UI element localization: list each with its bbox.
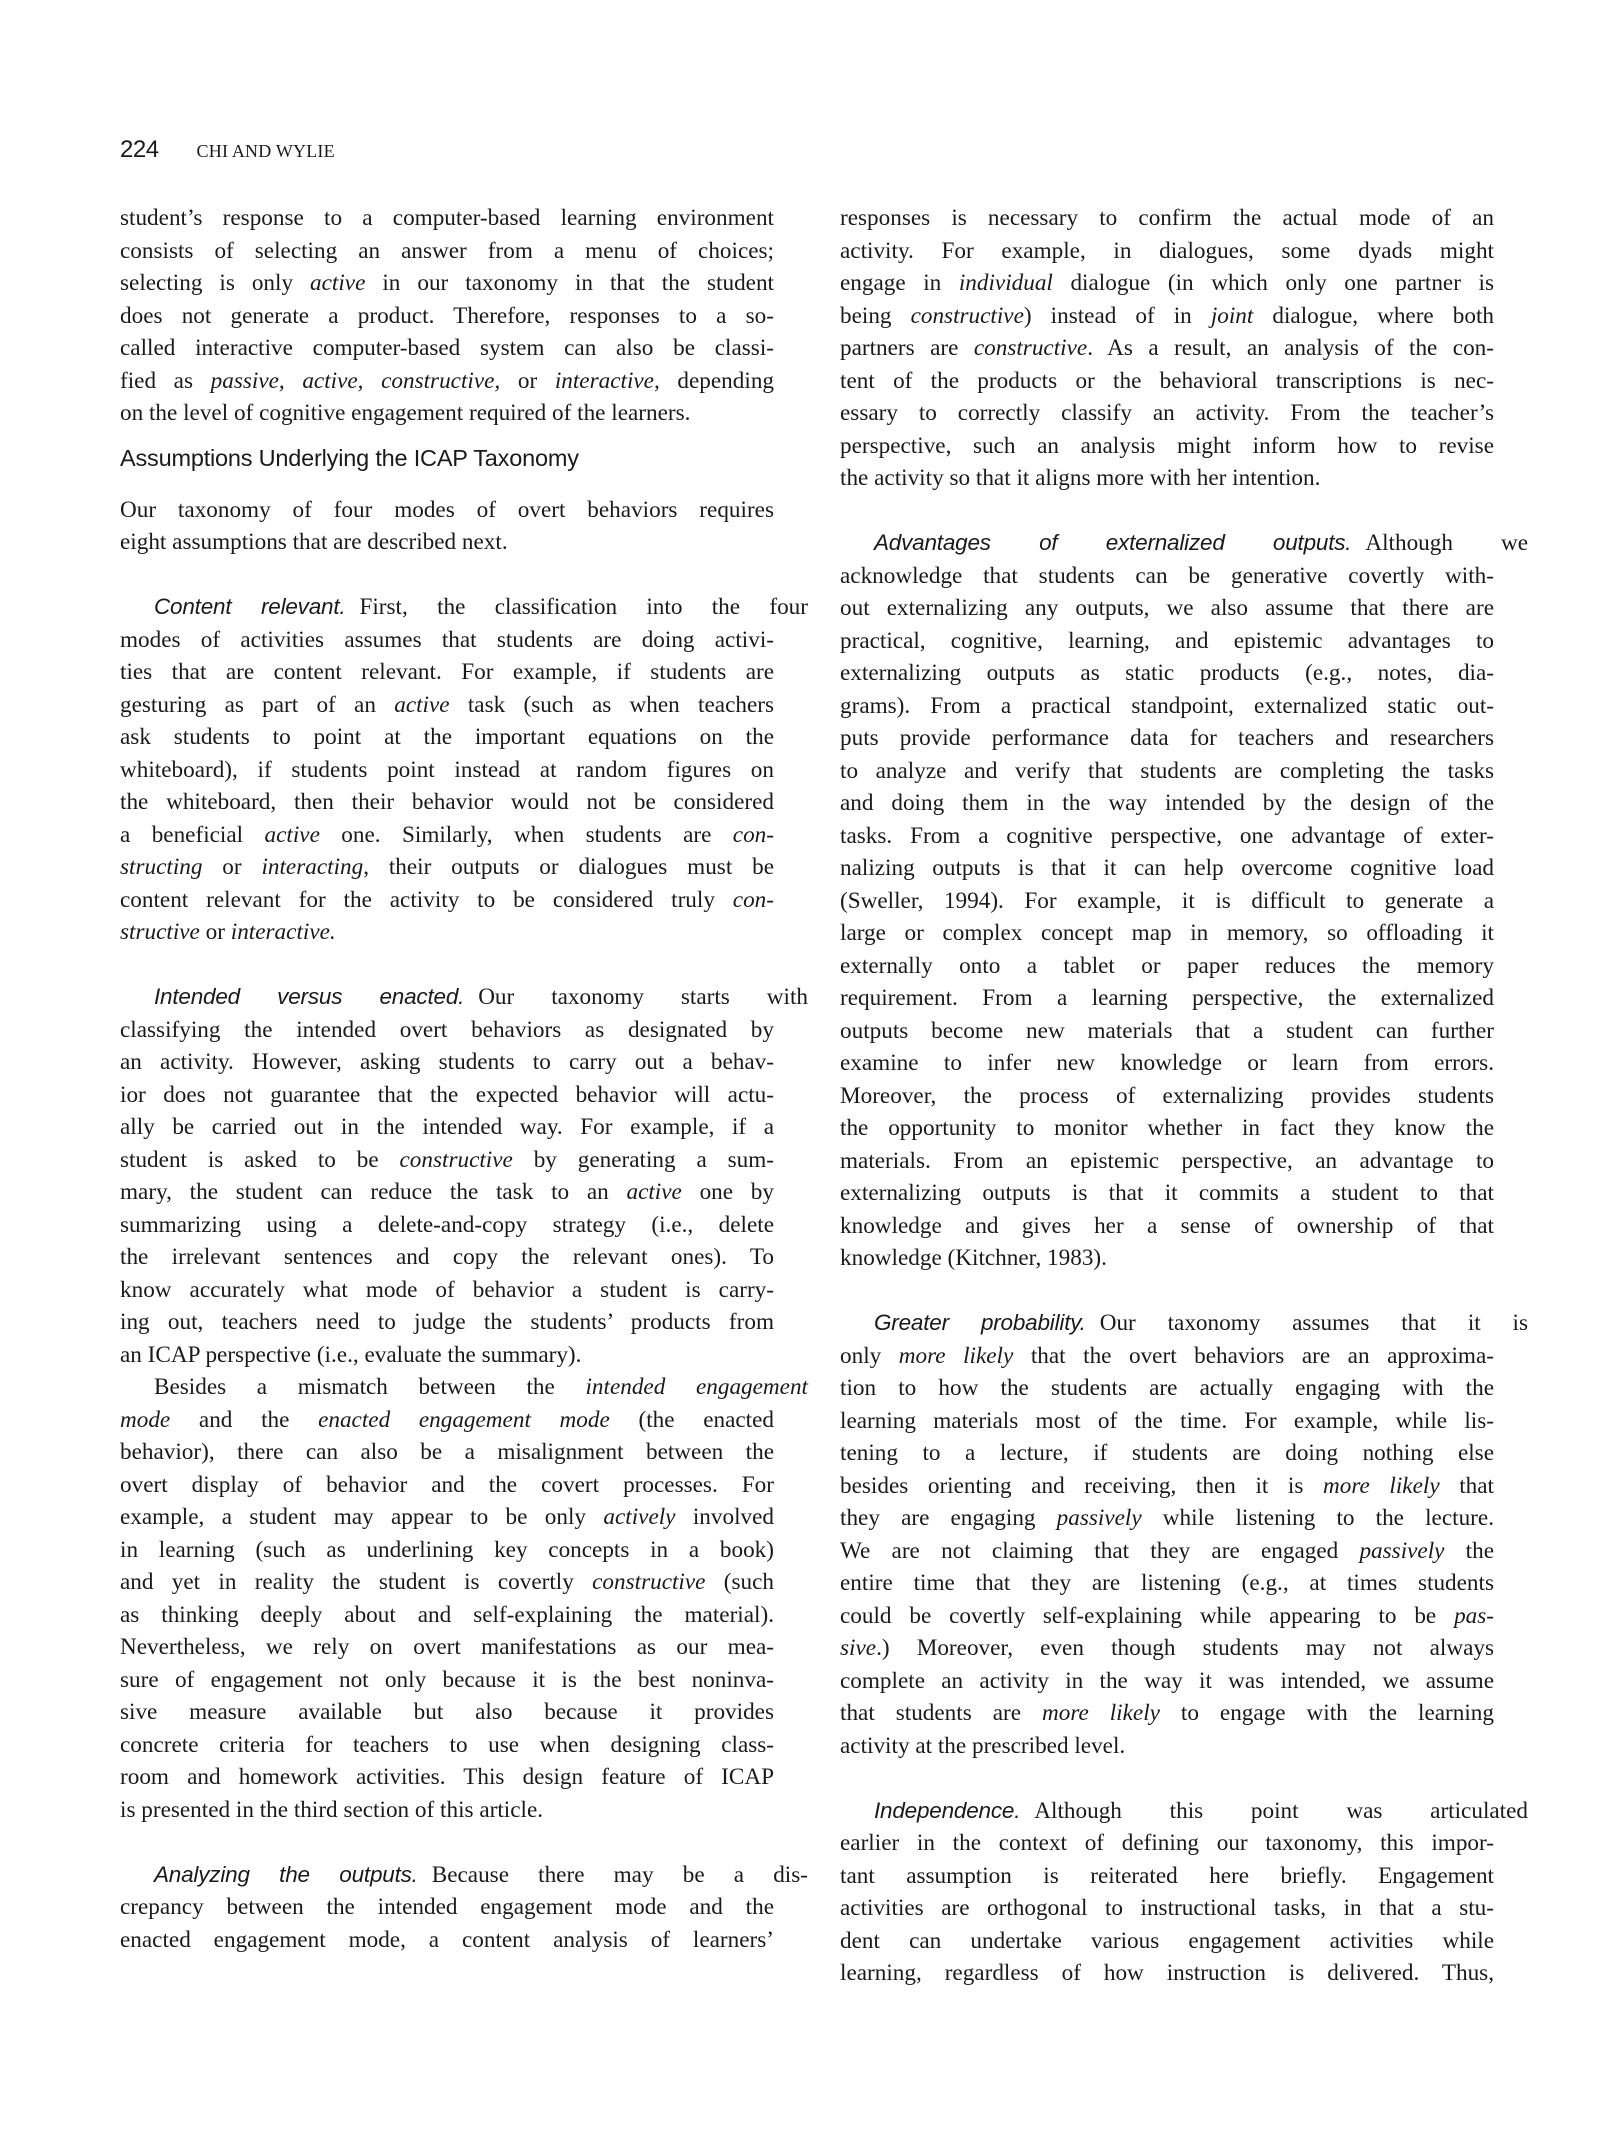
text-line (120, 1566, 774, 1599)
emphasized-term: constructive (592, 1569, 706, 1595)
body-text: whiteboard), if students point instead at random figures on (120, 756, 774, 783)
text-line (120, 981, 809, 1014)
body-text: task (such as when teachers (449, 691, 774, 718)
text-line (840, 1697, 1494, 1730)
text-line (840, 1242, 1494, 1275)
body-text: tion to how the students are actually engaging with the (840, 1375, 1494, 1401)
text-line (840, 885, 1494, 918)
body-text: by generating a sum- (512, 1146, 774, 1173)
text-line (840, 300, 1494, 333)
text-line (840, 267, 1494, 300)
paragraph (120, 494, 774, 559)
text-line (120, 754, 774, 787)
text-line (120, 365, 774, 398)
section-heading: Assumptions Underlying the ICAP Taxonomy (120, 444, 579, 471)
body-text: Although we (1365, 530, 1528, 556)
emphasized-term: intended engagement (585, 1374, 809, 1400)
body-text: or (500, 367, 555, 394)
text-line (840, 1925, 1494, 1958)
text-line (840, 1892, 1494, 1925)
text-line (120, 1761, 774, 1794)
text-line (840, 1730, 1494, 1763)
running-head: CHI AND WYLIE (196, 141, 335, 161)
body-text: consists of selecting an answer from a menu of choices; (120, 237, 774, 264)
body-text: knowledge and gives her a sense of ownership of that (840, 1212, 1494, 1239)
body-text: ior does not guarantee that the expected behavior will actu- (120, 1081, 774, 1108)
text-line (840, 1340, 1494, 1373)
text-line (120, 591, 808, 624)
body-text: examine to infer new knowledge or learn from errors. (840, 1050, 1494, 1076)
text-line (120, 1696, 774, 1729)
text-line (840, 917, 1494, 950)
body-text: besides orienting and receiving, then it is (840, 1472, 1324, 1499)
emphasized-term: active (310, 270, 366, 296)
body-text: sure of engagement not only because it is the best noninva- (120, 1666, 774, 1693)
body-text: Nevertheless, we rely on overt manifestations as our mea- (120, 1634, 774, 1660)
text-line (840, 1112, 1494, 1145)
body-text: Our taxonomy starts with (478, 984, 809, 1010)
text-line (120, 624, 774, 657)
text-line (840, 820, 1494, 853)
run-in-heading: Intended versus enacted. (154, 984, 465, 1009)
emphasized-term: passively (1056, 1505, 1142, 1531)
body-text: one by (681, 1179, 774, 1205)
body-text: to analyze and verify that students are completing the tasks (840, 757, 1494, 784)
body-text: dent can undertake various engagement activities while (840, 1927, 1494, 1954)
body-text: ) instead of in (1023, 302, 1211, 329)
text-line (120, 1729, 774, 1762)
text-line (120, 494, 774, 527)
emphasized-term: active (394, 691, 450, 718)
body-text: tant assumption is reiterated here briefly. Engagement (840, 1862, 1494, 1889)
body-text: ing out, teachers need to judge the students’ products from (120, 1309, 774, 1335)
text-line (120, 1339, 774, 1372)
body-text: overt display of behavior and the covert processes. For (120, 1471, 774, 1498)
body-text: and the (170, 1406, 319, 1433)
text-line (840, 527, 1528, 560)
text-line (840, 332, 1494, 365)
text-line (840, 1535, 1494, 1568)
text-line (840, 235, 1494, 268)
body-text: dialogue (in which only one partner is (1052, 270, 1494, 296)
body-text: tent of the products or the behavioral transcriptions is nec- (840, 367, 1494, 394)
text-line (120, 786, 774, 819)
paragraph (840, 1307, 1528, 1762)
text-line (840, 852, 1494, 885)
text-line (840, 1177, 1494, 1210)
body-text: earlier in the context of defining our taxonomy, this impor- (840, 1830, 1494, 1856)
text-line (120, 1794, 774, 1827)
text-line (120, 332, 774, 365)
emphasized-term: active (626, 1179, 682, 1205)
paragraph-gap (840, 1275, 1494, 1308)
body-text: knowledge (Kitchner, 1983). (840, 1245, 1107, 1271)
emphasized-term: con- (732, 886, 774, 913)
body-text: Moreover, the process of externalizing provides students (840, 1082, 1494, 1109)
body-text: tasks. From a cognitive perspective, one advantage of exter- (840, 822, 1494, 849)
text-line (120, 1176, 774, 1209)
body-text: gesturing as part of an (120, 691, 395, 718)
run-in-heading: Greater probability. (874, 1310, 1086, 1335)
body-text: ask students to point at the important equations on the (120, 724, 774, 750)
text-line (120, 1371, 809, 1404)
body-text: room and homework activities. This design feature of ICAP (120, 1764, 774, 1790)
emphasized-term: sive (840, 1635, 877, 1661)
body-text: an activity. However, asking students to carry out a behav- (120, 1049, 774, 1075)
text-line (840, 1047, 1494, 1080)
body-text: the opportunity to monitor whether in fact they know the (840, 1115, 1494, 1141)
body-text: tening to a lecture, if students are doing nothing else (840, 1440, 1494, 1466)
text-line (120, 1144, 774, 1177)
body-text: called interactive computer-based system can also be classi- (120, 335, 774, 361)
text-line (840, 1957, 1494, 1990)
text-line (840, 787, 1494, 820)
body-text: summarizing using a delete-and-copy strategy (i.e., delete (120, 1211, 774, 1238)
body-text: entire time that they are listening (e.g., at times students (840, 1570, 1494, 1596)
paragraph (120, 591, 808, 949)
body-text: enacted engagement mode, a content analysis of learners’ (120, 1926, 774, 1953)
paragraph-gap (120, 559, 774, 592)
emphasized-term: individual (958, 270, 1053, 296)
body-text: classifying the intended overt behaviors as designated by (120, 1016, 774, 1043)
body-text: externally onto a tablet or paper reduces the memory (840, 952, 1494, 979)
text-line (120, 202, 774, 235)
text-line (840, 690, 1494, 723)
body-text: behavior), there can also be a misalignment between the (120, 1439, 774, 1465)
run-in-heading: Advantages of externalized outputs. (874, 530, 1352, 555)
paragraph (120, 1859, 808, 1957)
body-text: ties that are content relevant. For example, if students are (120, 659, 774, 685)
body-text: engage in (840, 270, 959, 296)
text-line (120, 819, 774, 852)
emphasized-term: structive (120, 919, 200, 945)
emphasized-term: joint (1210, 302, 1254, 329)
body-text: an ICAP perspective (i.e., evaluate the summary). (120, 1341, 582, 1368)
text-line (120, 300, 774, 333)
body-text: Because there may be a dis- (431, 1861, 808, 1888)
text-line (840, 1567, 1494, 1600)
body-text: externalizing outputs as static products (e.g., notes, dia- (840, 660, 1494, 686)
body-text: responses is necessary to confirm the actual mode of an (840, 205, 1494, 231)
body-text: involved (675, 1504, 774, 1530)
paragraph (840, 527, 1528, 1275)
body-text: that (1439, 1472, 1494, 1499)
text-line (840, 950, 1494, 983)
text-line (120, 916, 774, 949)
body-text: depending (659, 367, 775, 394)
body-text: being (840, 302, 911, 329)
text-line (120, 1599, 774, 1632)
right-column (840, 202, 1528, 1990)
body-text: concrete criteria for teachers to use when designing class- (120, 1731, 774, 1758)
text-line (840, 1307, 1528, 1340)
body-text: one. Similarly, when students are (319, 821, 733, 848)
body-text: as thinking deeply about and self-explaining the material). (120, 1601, 774, 1628)
body-text: or (199, 919, 231, 945)
body-text: practical, cognitive, learning, and epistemic advantages to (840, 627, 1494, 654)
text-line (120, 1241, 774, 1274)
text-line (120, 689, 774, 722)
body-text: selecting is only (120, 270, 311, 296)
text-line (840, 397, 1494, 430)
emphasized-term: more likely (1041, 1700, 1160, 1726)
body-text: outputs become new materials that a student can further (840, 1017, 1494, 1044)
body-text: Although this point was articulated (1034, 1797, 1528, 1824)
emphasized-term: interactive. (230, 919, 336, 945)
body-text: is presented in the third section of this article. (120, 1796, 544, 1823)
body-text: complete an activity in the way it was intended, we assume (840, 1667, 1494, 1694)
body-text: puts provide performance data for teachers and researchers (840, 725, 1494, 751)
run-in-heading: Content relevant. (154, 594, 346, 619)
paragraph (120, 1371, 809, 1826)
body-text: partners are (840, 335, 974, 361)
emphasized-term: actively (603, 1504, 676, 1530)
text-line (120, 1664, 774, 1697)
text-line (120, 1534, 774, 1567)
text-line (120, 1209, 774, 1242)
text-line (120, 1274, 774, 1307)
body-text: learning materials most of the time. For example, while lis- (840, 1407, 1494, 1434)
body-text: ally be carried out in the intended way. For example, if a (120, 1114, 774, 1140)
paragraph-gap (120, 1826, 774, 1859)
text-line (840, 1600, 1494, 1633)
body-text: example, a student may appear to be only (120, 1504, 604, 1530)
body-text: learning, regardless of how instruction is delivered. Thus, (840, 1960, 1494, 1986)
text-line (840, 722, 1494, 755)
text-line (840, 592, 1494, 625)
paragraph (840, 1795, 1528, 1990)
body-text: on the level of cognitive engagement required of the learners. (120, 400, 691, 426)
body-text: the (1444, 1537, 1495, 1564)
body-text: the activity so that it aligns more with her intention. (840, 465, 1321, 491)
body-text: dialogue, where both (1253, 302, 1494, 329)
text-line (120, 1079, 774, 1112)
text-line (120, 1469, 774, 1502)
body-text: essary to correctly classify an activity. From the teacher’s (840, 400, 1494, 426)
text-line (840, 1795, 1528, 1828)
body-text: activity. For example, in dialogues, some dyads might (840, 237, 1494, 264)
text-line (840, 625, 1494, 658)
body-text: We are not claiming that they are engaged (840, 1537, 1360, 1564)
text-line (840, 365, 1494, 398)
text-line (120, 721, 774, 754)
text-line (120, 267, 774, 300)
run-in-heading: Independence. (874, 1797, 1021, 1823)
emphasized-term: more likely (1323, 1472, 1440, 1499)
body-text: does not generate a product. Therefore, responses to a so- (120, 302, 774, 329)
body-text: and yet in reality the student is covertly (120, 1569, 593, 1595)
text-line (840, 1860, 1494, 1893)
text-line (120, 656, 774, 689)
body-text: the whiteboard, then their behavior would not be considered (120, 789, 774, 815)
text-line (120, 1306, 774, 1339)
body-text: Besides a mismatch between the (154, 1374, 586, 1400)
paragraph (120, 981, 809, 1371)
emphasized-term: pas- (1454, 1602, 1494, 1629)
text-line (840, 560, 1494, 593)
body-text: modes of activities assumes that students are doing activi- (120, 626, 774, 653)
body-text: and doing them in the way intended by the design of the (840, 790, 1494, 816)
emphasized-term: structing (120, 854, 203, 880)
body-text: activities are orthogonal to instructional tasks, in that a stu- (840, 1895, 1494, 1921)
emphasized-term: interacting (261, 854, 364, 880)
text-line (120, 1924, 774, 1957)
body-text: Our taxonomy assumes that it is (1099, 1310, 1528, 1336)
emphasized-term: more likely (898, 1342, 1014, 1369)
body-text: they are engaging (840, 1505, 1057, 1531)
body-text: the irrelevant sentences and copy the relevant ones). To (120, 1244, 774, 1270)
emphasized-term: constructive (910, 302, 1024, 329)
text-line (120, 235, 774, 268)
body-text: sive measure available but also because it provides (120, 1699, 774, 1725)
text-line (840, 430, 1494, 463)
body-text: Our taxonomy of four modes of overt behaviors requires (120, 496, 774, 523)
text-line (840, 1372, 1494, 1405)
text-line (840, 1502, 1494, 1535)
body-text: activity at the prescribed level. (840, 1732, 1126, 1759)
body-text: (Sweller, 1994). For example, it is difficult to generate a (840, 887, 1494, 914)
body-text: crepancy between the intended engagement mode and the (120, 1894, 774, 1920)
page-header (120, 136, 335, 168)
text-line (840, 657, 1494, 690)
paragraph (840, 202, 1494, 495)
left-column (120, 202, 809, 1956)
body-text: .) Moreover, even though students may not always (876, 1635, 1494, 1661)
text-line (120, 1404, 774, 1437)
body-text: student’s response to a computer-based learning environment (120, 205, 774, 231)
emphasized-term: con- (732, 821, 774, 848)
page-number: 224 (120, 136, 159, 163)
text-line (840, 1827, 1494, 1860)
text-line (840, 1405, 1494, 1438)
text-line (840, 462, 1494, 495)
emphasized-term: mode (120, 1406, 171, 1433)
body-text: could be covertly self-explaining while appearing to be (840, 1602, 1455, 1629)
body-text: fied as (120, 367, 211, 394)
emphasized-term: interactive, (554, 367, 660, 394)
body-text: that the overt behaviors are an approxima- (1013, 1342, 1494, 1369)
text-line (120, 397, 774, 430)
run-in-heading: Analyzing the outputs. (154, 1861, 418, 1887)
body-text: requirement. From a learning perspective, the externalized (840, 985, 1494, 1011)
text-line (840, 982, 1494, 1015)
body-text: or (202, 854, 262, 880)
text-line (840, 1015, 1494, 1048)
text-line (840, 1470, 1494, 1503)
body-text: First, the classification into the four (359, 594, 808, 620)
text-line (840, 1210, 1494, 1243)
text-line (120, 1111, 774, 1144)
text-line (120, 1436, 774, 1469)
body-text: (the enacted (609, 1406, 774, 1433)
text-line (120, 1046, 774, 1079)
paragraph-gap (120, 949, 774, 982)
body-text: perspective, such an analysis might inform how to revise (840, 432, 1494, 459)
text-line (120, 1014, 774, 1047)
text-line (840, 202, 1494, 235)
body-text: a beneficial (120, 821, 265, 848)
paragraph (120, 202, 774, 430)
body-text: grams). From a practical standpoint, externalized static out- (840, 692, 1494, 719)
text-line (840, 1437, 1494, 1470)
text-line (120, 1859, 808, 1892)
emphasized-term: passive, active, constructive, (210, 367, 501, 394)
body-text: out externalizing any outputs, we also assume that there are (840, 595, 1494, 621)
body-text: , their outputs or dialogues must be (363, 854, 774, 880)
text-line (120, 1501, 774, 1534)
body-text: in our taxonomy in that the student (365, 270, 774, 296)
emphasized-term: passively (1359, 1537, 1445, 1564)
text-line (120, 526, 774, 559)
paragraph-gap (840, 1762, 1494, 1795)
text-line (120, 884, 774, 917)
body-text: know accurately what mode of behavior a student is carry- (120, 1276, 774, 1303)
body-text: that students are (840, 1700, 1042, 1726)
text-line (840, 1665, 1494, 1698)
text-line (840, 755, 1494, 788)
body-text: large or complex concept map in memory, so offloading it (840, 920, 1494, 946)
body-text: eight assumptions that are described next. (120, 529, 508, 555)
text-line (840, 1145, 1494, 1178)
body-text: student is asked to be (120, 1146, 400, 1173)
emphasized-term: constructive (973, 335, 1088, 361)
emphasized-term: enacted engagement mode (318, 1406, 610, 1433)
body-text: while listening to the lecture. (1141, 1505, 1494, 1531)
text-line (120, 1891, 774, 1924)
body-text: acknowledge that students can be generative covertly with- (840, 562, 1494, 589)
body-text: content relevant for the activity to be considered truly (120, 886, 733, 913)
text-line (840, 1080, 1494, 1113)
text-line (120, 1631, 774, 1664)
body-text: mary, the student can reduce the task to an (120, 1179, 627, 1205)
body-text: externalizing outputs is that it commits a student to that (840, 1180, 1494, 1206)
body-text: (such (705, 1569, 774, 1595)
paragraph-gap (840, 495, 1494, 528)
emphasized-term: constructive (399, 1146, 513, 1173)
emphasized-term: active (264, 821, 320, 848)
body-text: nalizing outputs is that it can help overcome cognitive load (840, 855, 1494, 881)
body-text: to engage with the learning (1159, 1700, 1494, 1726)
body-text: . As a result, an analysis of the con- (1087, 335, 1494, 361)
body-text: materials. From an epistemic perspective, an advantage to (840, 1147, 1494, 1174)
body-text: in learning (such as underlining key concepts in a book) (120, 1536, 774, 1563)
text-line (840, 1632, 1494, 1665)
body-text: only (840, 1342, 899, 1369)
text-line (120, 851, 774, 884)
